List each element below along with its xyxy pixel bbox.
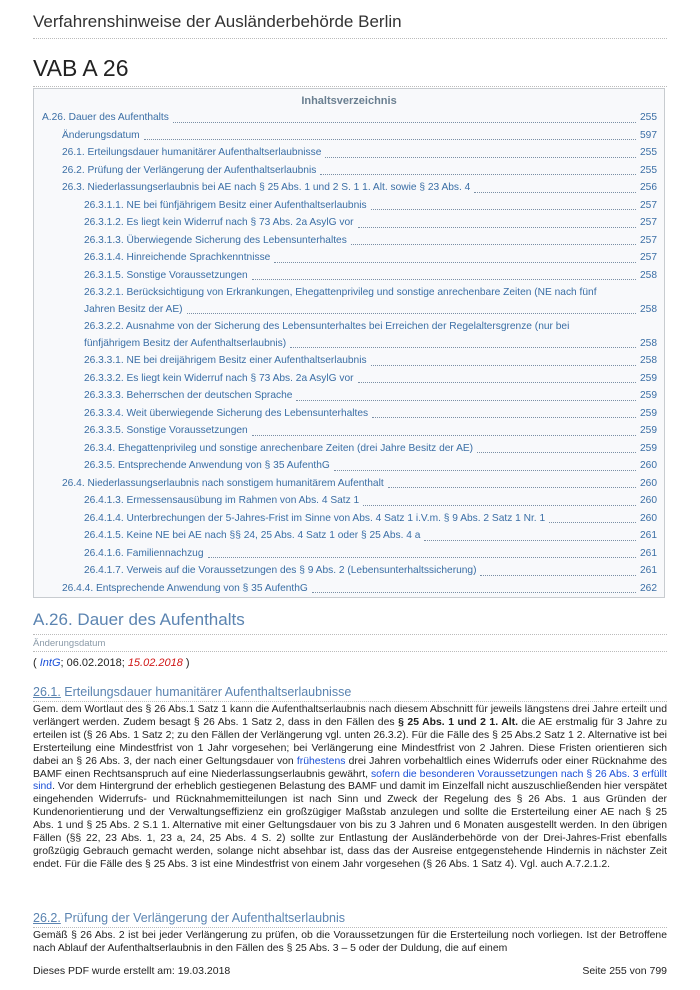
toc-entry[interactable] (34, 527, 664, 545)
toc-page-number: 259 (640, 407, 657, 419)
toc-page-number: 259 (640, 442, 657, 454)
toc-entry-title: 26.3.1.1. NE bei fünfjährigem Besitz einer Aufenthaltserlaubnis (84, 199, 367, 211)
toc-page-number: 597 (640, 129, 657, 141)
toc-entry[interactable] (34, 440, 664, 458)
document-title: VAB A 26 (33, 55, 129, 81)
toc-page-number: 259 (640, 372, 657, 384)
paragraph-26-1 (33, 704, 667, 872)
toc-leader-dots (290, 347, 636, 348)
toc-page-number: 259 (640, 425, 657, 436)
toc-leader-dots (549, 522, 636, 523)
toc-entry-title: 26.4.1.4. Unterbrechungen der 5-Jahres-Frist im Sinne von Abs. 4 Satz 1 i.V.m. § 9 Abs. 2 Satz 1 Nr. 1 (84, 512, 546, 524)
toc-entry-title: 26.3.1.3. Überwiegende Sicherung des Lebensunterhaltes (84, 234, 347, 246)
toc-entry-title: 26.3.2.2. Ausnahme von der Sicherung des Lebensunterhaltes bei Erreichen der Regelaltersgrenze (nur bei (84, 321, 570, 332)
toc-leader-dots (208, 557, 637, 558)
toc-leader-dots (480, 575, 636, 576)
toc-entry-title: 26.3.3.5. Sonstige Voraussetzungen (84, 425, 248, 436)
toc-leader-dots (358, 382, 636, 383)
toc-leader-dots (371, 209, 636, 210)
toc-page-number: 260 (640, 512, 657, 524)
toc-entry[interactable] (34, 370, 664, 388)
law-link[interactable]: IntG (39, 657, 61, 669)
toc-page-number: 257 (640, 252, 657, 263)
toc-entry-title: 26.3.1.2. Es liegt kein Widerruf nach § 73 Abs. 2a AsylG vor (84, 217, 354, 228)
toc-entry-title: 26.3.2.1. Berücksichtigung von Erkrankungen, Ehegattenprivileg und sonstige anrechenbare Zeiten (NE nach fünf (84, 287, 597, 298)
emphasis-text: § 25 Abs. 1 und 2 1. Alt. (398, 716, 518, 728)
toc-entry-title: 26.3.1.5. Sonstige Voraussetzungen (84, 269, 248, 281)
footer-created: Dieses PDF wurde erstellt am: 19.03.2018 (33, 965, 231, 977)
toc-page-number: 257 (640, 234, 657, 246)
toc-entry-title: 26.3.3.4. Weit überwiegende Sicherung des Lebensunterhaltes (84, 407, 369, 419)
toc-entry-title: 26.4.1.7. Verweis auf die Voraussetzungen des § 9 Abs. 2 (Lebensunterhaltssicherung) (84, 565, 477, 576)
toc-leader-dots (334, 470, 636, 471)
subsection-title: Erteilungsdauer humanitärer Aufenthaltserlaubnisse (60, 685, 352, 699)
toc-leader-dots (252, 279, 636, 280)
toc-page-number: 262 (640, 582, 657, 594)
toc-entry[interactable] (34, 562, 664, 580)
toc-entry-line (84, 318, 657, 335)
toc-leader-dots (371, 365, 636, 366)
toc-entry-title: 26.3.1.4. Hinreichende Sprachkenntnisse (84, 252, 271, 263)
toc-entry[interactable] (34, 267, 664, 285)
toc-leader-dots (320, 174, 636, 175)
toc-entry[interactable] (34, 127, 664, 145)
toc-entry[interactable] (34, 545, 664, 563)
text-run: Gem. dem Wortlaut des § 26 Abs.1 Satz 1 kann die Aufenthaltserlaubnis nach diesem Abschnitt für jeweils längstens drei Jahre erteilt und verlängert werden. Zudem besagt § 26 Abs. 1 Satz 2, dass in den Fällen des (33, 704, 667, 728)
toc-leader-dots (144, 139, 636, 140)
toc-entry[interactable] (34, 109, 664, 127)
toc-entry-title: 26.4.1.6. Familiennachzug (84, 547, 204, 559)
toc-entry[interactable] (34, 387, 664, 405)
toc-entry[interactable] (34, 492, 664, 510)
toc-entry[interactable] (34, 284, 664, 318)
toc-page-number: 258 (640, 269, 657, 281)
toc-entry-line (84, 301, 657, 318)
subsection-divider (33, 701, 667, 702)
toc-leader-dots (312, 592, 636, 593)
subsection-heading-26-1 (33, 685, 351, 699)
document-header: Verfahrenshinweise der Ausländerbehörde Berlin (33, 12, 667, 39)
toc-entry-line (84, 335, 657, 352)
toc-entry-title: 26.1. Erteilungsdauer humanitärer Aufenthaltserlaubnisse (62, 147, 322, 158)
page-footer (33, 965, 667, 977)
toc-title: Inhaltsverzeichnis (301, 95, 397, 107)
aenderung-divider (33, 651, 667, 652)
text-run: drei Jahren vorbehaltlich eines Widerrufs oder einer Rücknahme des BAMF einen Rechtsanspruch auf eine Niederlassungserlaubnis gewährt, (33, 755, 668, 780)
toc-leader-dots (187, 313, 636, 314)
toc-page-number: 255 (640, 147, 657, 158)
toc-entry[interactable] (34, 475, 664, 493)
toc-page-number: 255 (640, 164, 657, 176)
toc-entry[interactable] (34, 510, 664, 528)
title-divider (33, 86, 667, 87)
toc-entry[interactable] (34, 457, 664, 475)
toc-entry-title-cont: fünfjährigem Besitz der Aufenthaltserlaubnis) (84, 338, 287, 349)
table-of-contents (33, 88, 665, 598)
subsection-number[interactable]: 26.1. (33, 685, 61, 699)
ref-close: ) (182, 657, 190, 669)
toc-entry[interactable] (34, 144, 664, 162)
toc-entry[interactable] (34, 214, 664, 232)
section-heading: A.26. Dauer des Aufenthalts (33, 610, 245, 629)
toc-page-number: 256 (640, 182, 657, 193)
inline-link[interactable]: frühestens (296, 755, 346, 767)
toc-entry[interactable] (34, 318, 664, 352)
toc-page-number: 259 (640, 390, 657, 401)
change-date: 15.02.2018 (127, 657, 183, 669)
toc-entry[interactable] (34, 580, 664, 598)
toc-page-number: 258 (640, 338, 657, 349)
toc-leader-dots (325, 157, 636, 158)
toc-leader-dots (173, 122, 636, 123)
toc-leader-dots (296, 400, 636, 401)
toc-page-number: 258 (640, 304, 657, 315)
toc-entry-line (84, 284, 657, 301)
toc-leader-dots (474, 192, 636, 193)
toc-leader-dots (477, 452, 636, 453)
ref-open: ( (33, 657, 40, 669)
text-run: . Vor dem Hintergrund der erheblich gestiegenen Belastung des BAMF und damit im Einzelfall nicht auszuschließenden hier verspätet eingehenden Widerrufs- und Rücknahmemitteilungen ist nach Sinn und Zweck der Regelung des § 26 Abs. 1 aus Gründen der Kundenorientierung und der Verwaltungseffizienz ein großzügiger Maßstab anzulegen und sollte die Ersterteilung einer AE nach § 25 Abs. 1 und § 25 Abs. 2 S.1 1. Alternative mit einer Geltungsdauer von bis zu 3 Jahren und 6 Monaten ausgestellt werden. In den übrigen Fällen (§§ 22, 23 Abs. 1, 23 a, 24, 25 Abs. 4 S. 2) sollte zur Entlastung der Ausländerbehörde von der Drei-Jahres-Frist ebenfalls großzügig Gebrauch gemacht werden, solange nicht absehbar ist, dass das der Ausreise entgegenstehende Hindernis in nächster Zeit endet. Für die Fälle des § 25 Abs. 3 ist eine Mindestfrist von einem Jahr vorgesehen (§ 26 Abs. 1 Satz 4). Vgl. auch A.7.2.1.2. (33, 781, 667, 870)
subsection-heading-26-2 (33, 911, 345, 925)
text-run: die AE erstmalig für 3 Jahre zu erteilen ist (§ 26 Abs. 1 Satz 2; zu den Fällen der Verlängerung vgl. unten 26.3.2). Für die Fälle des § 25 Abs.2 Satz 1 2. Alternative ist bei Ersterteilung eine Mindestfrist von 1 Jahr vorgesehen; bei Verlängerung eine Mindestfrist von 2 Jahren. Diese Fristen orientieren sich dabei an § 26 Abs. 3, der nach einer Geltungsdauer von (33, 716, 667, 767)
toc-leader-dots (358, 227, 636, 228)
toc-page-number: 257 (640, 217, 657, 228)
toc-list (34, 109, 664, 597)
toc-entry[interactable] (34, 197, 664, 215)
toc-entry[interactable] (34, 352, 664, 370)
toc-entry-title: 26.3. Niederlassungserlaubnis bei AE nach § 25 Abs. 1 und 2 S. 1 1. Alt. sowie § 23 Abs. 4 (62, 182, 471, 193)
toc-entry-title: A.26. Dauer des Aufenthalts (42, 112, 169, 123)
toc-leader-dots (388, 487, 636, 488)
inline-link[interactable]: sofern die besonderen Voraussetzungen nach § 26 Abs. 3 erfüllt sind (33, 768, 667, 793)
toc-page-number: 261 (640, 565, 657, 576)
toc-entry[interactable] (34, 405, 664, 423)
toc-page-number: 255 (640, 112, 657, 123)
section-divider (33, 634, 667, 635)
subsection-title: Prüfung der Verlängerung der Aufenthaltserlaubnis (60, 911, 346, 925)
subsection-number[interactable]: 26.2. (33, 911, 61, 925)
footer-page: Seite 255 von 799 (582, 965, 667, 977)
toc-leader-dots (351, 244, 636, 245)
toc-entry[interactable] (34, 422, 664, 440)
toc-entry-title: 26.4.4. Entsprechende Anwendung von § 35 AufenthG (62, 582, 308, 594)
toc-entry-title: 26.4.1.3. Ermessensausübung im Rahmen von Abs. 4 Satz 1 (84, 495, 360, 506)
subsection-divider (33, 927, 667, 928)
toc-page-number: 260 (640, 460, 657, 471)
toc-entry[interactable] (34, 179, 664, 197)
toc-leader-dots (274, 262, 636, 263)
toc-page-number: 261 (640, 547, 657, 559)
toc-entry[interactable] (34, 232, 664, 250)
toc-leader-dots (372, 417, 636, 418)
ref-sep: ; 06.02.2018; (60, 657, 128, 669)
aenderungsdatum-label: Änderungsdatum (33, 638, 106, 649)
toc-leader-dots (363, 505, 636, 506)
toc-page-number: 257 (640, 199, 657, 211)
toc-leader-dots (252, 435, 636, 436)
change-reference (33, 657, 190, 669)
toc-entry-title: 26.3.4. Ehegattenprivileg und sonstige anrechenbare Zeiten (drei Jahre Besitz der AE) (84, 442, 474, 454)
toc-entry[interactable] (34, 162, 664, 180)
toc-entry-title: 26.3.3.3. Beherrschen der deutschen Sprache (84, 390, 293, 401)
toc-entry-title: 26.3.3.2. Es liegt kein Widerruf nach § 73 Abs. 2a AsylG vor (84, 372, 354, 384)
toc-page-number: 261 (640, 530, 657, 541)
toc-page-number: 260 (640, 495, 657, 506)
paragraph-26-2: Gemäß § 26 Abs. 2 ist bei jeder Verlängerung zu prüfen, ob die Voraussetzungen für die Ersterteilung noch vorliegen. Ist der Betroffene nach Ablauf der Aufenthaltserlaubnis in den Fällen des § 25 Abs. 3 – 5 oder der Duldung, die auf einem (33, 930, 667, 954)
toc-entry-title: 26.3.3.1. NE bei dreijährigem Besitz einer Aufenthaltserlaubnis (84, 355, 367, 366)
toc-entry-title: 26.4. Niederlassungserlaubnis nach sonstigem humanitärem Aufenthalt (62, 477, 384, 489)
toc-page-number: 260 (640, 477, 657, 489)
toc-entry-title: 26.2. Prüfung der Verlängerung der Aufenthaltserlaubnis (62, 164, 317, 176)
toc-entry-title: Änderungsdatum (62, 129, 140, 141)
toc-page-number: 258 (640, 355, 657, 366)
toc-entry-title: 26.3.5. Entsprechende Anwendung von § 35 AufenthG (84, 460, 330, 471)
toc-leader-dots (424, 540, 636, 541)
toc-entry[interactable] (34, 249, 664, 267)
toc-entry-title: 26.4.1.5. Keine NE bei AE nach §§ 24, 25 Abs. 4 Satz 1 oder § 25 Abs. 4 a (84, 530, 421, 541)
toc-entry-title-cont: Jahren Besitz der AE) (84, 304, 183, 315)
